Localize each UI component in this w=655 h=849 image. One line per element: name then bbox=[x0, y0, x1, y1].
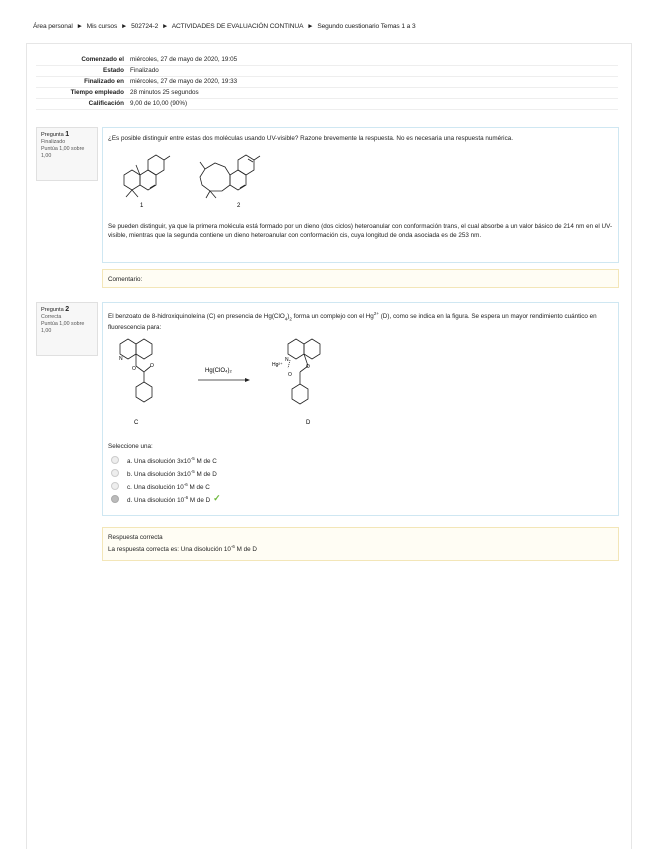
breadcrumb-sep-icon: ► bbox=[76, 23, 83, 30]
feedback-title: Respuesta correcta bbox=[108, 534, 163, 541]
compound-d-label: D bbox=[306, 420, 311, 427]
question-text: El benzoato de 8-hidroxiquinoleína (C) en presencia de $Hg(ClO_4)_2$ forma un complejo con el $Hg^{2+}$ (D), como se indica en la figura. Se espera un mayor rendimiento cuántico en fluorescencia para: bbox=[108, 311, 597, 332]
question-number-value: 2 bbox=[65, 306, 70, 313]
mercury-label: Hg²⁺ bbox=[272, 362, 283, 369]
molecule-2 bbox=[200, 155, 260, 198]
oxygen-label-c: O bbox=[132, 366, 136, 373]
nitrogen-label-c: N bbox=[119, 356, 123, 363]
summary-value: 28 minutos 25 segundos bbox=[130, 89, 199, 96]
question-number bbox=[41, 131, 93, 139]
oxygen-label-d: O bbox=[306, 364, 310, 371]
breadcrumb bbox=[33, 23, 418, 30]
molecules-figure bbox=[110, 147, 270, 212]
breadcrumb-sep-icon: ► bbox=[120, 23, 128, 30]
compound-d bbox=[288, 339, 320, 404]
option-text: d. Una disolución $10^{-6}$ M de D bbox=[127, 494, 211, 504]
option-text: a. Una disolución $3x10^{-5}$ M de C bbox=[127, 455, 217, 465]
summary-row bbox=[36, 99, 618, 110]
oxygen-label-c2: O bbox=[150, 363, 154, 370]
summary-key: Tiempo empleado bbox=[70, 89, 124, 96]
radio-button[interactable] bbox=[111, 456, 119, 464]
question-2-content bbox=[102, 302, 619, 516]
compound-c bbox=[120, 339, 152, 402]
answer-options bbox=[108, 453, 613, 505]
question-2-info bbox=[36, 302, 98, 356]
summary-key: Estado bbox=[103, 67, 124, 74]
question-text: ¿Es posible distinguir entre estas dos moléculas usando UV-visible? Razone brevemente la respuesta. No es necesaria una respuesta numérica. bbox=[108, 135, 513, 142]
breadcrumb-section[interactable]: ACTIVIDADES DE EVALUACIÓN CONTINUA bbox=[171, 23, 304, 30]
compound-c-label: C bbox=[134, 420, 139, 427]
question-state: Finalizado bbox=[41, 139, 66, 145]
oxygen-label-d2: O bbox=[288, 372, 292, 379]
question-1-info bbox=[36, 127, 98, 181]
summary-row bbox=[36, 77, 618, 88]
answer-text: Se pueden distinguir, ya que la primera molécula está formado por un dieno (dos ciclos) heteroanular con conformación trans, el cual absorbe a un valor básico de 214 nm en el UV-visible, mientras que la segunda contiene un dieno heteroanular con conformación cis, cuya longitud de onda asociada es de 253 nm. bbox=[108, 223, 613, 239]
breadcrumb-home[interactable]: Área personal bbox=[33, 23, 73, 30]
option-d[interactable] bbox=[108, 492, 613, 505]
attempt-summary-table bbox=[36, 55, 618, 110]
option-b[interactable] bbox=[108, 466, 613, 479]
summary-value: miércoles, 27 de mayo de 2020, 19:05 bbox=[130, 56, 238, 63]
radio-button[interactable] bbox=[111, 482, 119, 490]
select-label: Seleccione una: bbox=[108, 443, 153, 451]
option-text: b. Una disolución $3x10^{-5}$ M de D bbox=[127, 468, 217, 478]
comment-box bbox=[102, 269, 619, 288]
breadcrumb-my-courses[interactable]: Mis cursos bbox=[86, 23, 118, 30]
breadcrumb-sep-icon: ► bbox=[307, 23, 314, 30]
question-points: Puntúa 1,00 sobre 1,00 bbox=[41, 146, 85, 159]
question-points: Puntúa 1,00 sobre 1,00 bbox=[41, 321, 85, 334]
reaction-figure bbox=[110, 336, 350, 428]
option-a[interactable] bbox=[108, 453, 613, 466]
summary-value: Finalizado bbox=[130, 67, 159, 74]
summary-value: 9,00 de 10,00 (90%) bbox=[130, 100, 188, 107]
summary-row bbox=[36, 88, 618, 99]
question-label: Pregunta bbox=[41, 132, 64, 138]
comment-label: Comentario: bbox=[108, 276, 143, 283]
molecule-1-label: 1 bbox=[140, 203, 144, 209]
option-text: c. Una disolución $10^{-6}$ M de C bbox=[127, 481, 210, 491]
feedback-answer: La respuesta correcta es: Una disolución $10^{-6}$ M de D bbox=[108, 544, 257, 554]
breadcrumb-sep-icon: ► bbox=[161, 23, 169, 30]
molecule-2-label: 2 bbox=[237, 203, 241, 209]
summary-row bbox=[36, 66, 618, 77]
question-label: Pregunta bbox=[41, 307, 64, 313]
question-state: Correcta bbox=[41, 314, 62, 320]
radio-button[interactable] bbox=[111, 469, 119, 477]
molecule-1 bbox=[124, 155, 170, 197]
breadcrumb-course[interactable]: 502724-2 bbox=[131, 23, 159, 30]
check-icon: ✓ bbox=[213, 493, 221, 504]
question-number bbox=[41, 306, 93, 314]
option-c[interactable] bbox=[108, 479, 613, 492]
summary-key: Comenzado el bbox=[81, 56, 124, 63]
arrow-head-icon bbox=[245, 378, 250, 382]
question-1-content bbox=[102, 127, 619, 263]
summary-value: miércoles, 27 de mayo de 2020, 19:33 bbox=[130, 78, 238, 85]
nitrogen-label-d: N bbox=[285, 357, 289, 364]
radio-button-selected[interactable] bbox=[111, 495, 119, 503]
summary-key: Calificación bbox=[88, 100, 124, 107]
breadcrumb-quiz[interactable]: Segundo cuestionario Temas 1 a 3 bbox=[317, 23, 416, 30]
question-number-value: 1 bbox=[65, 131, 70, 138]
summary-row bbox=[36, 55, 618, 66]
reagent-label: Hg(ClO₄)₂ bbox=[205, 368, 232, 375]
summary-key: Finalizado en bbox=[84, 78, 124, 85]
feedback-box bbox=[102, 527, 619, 561]
